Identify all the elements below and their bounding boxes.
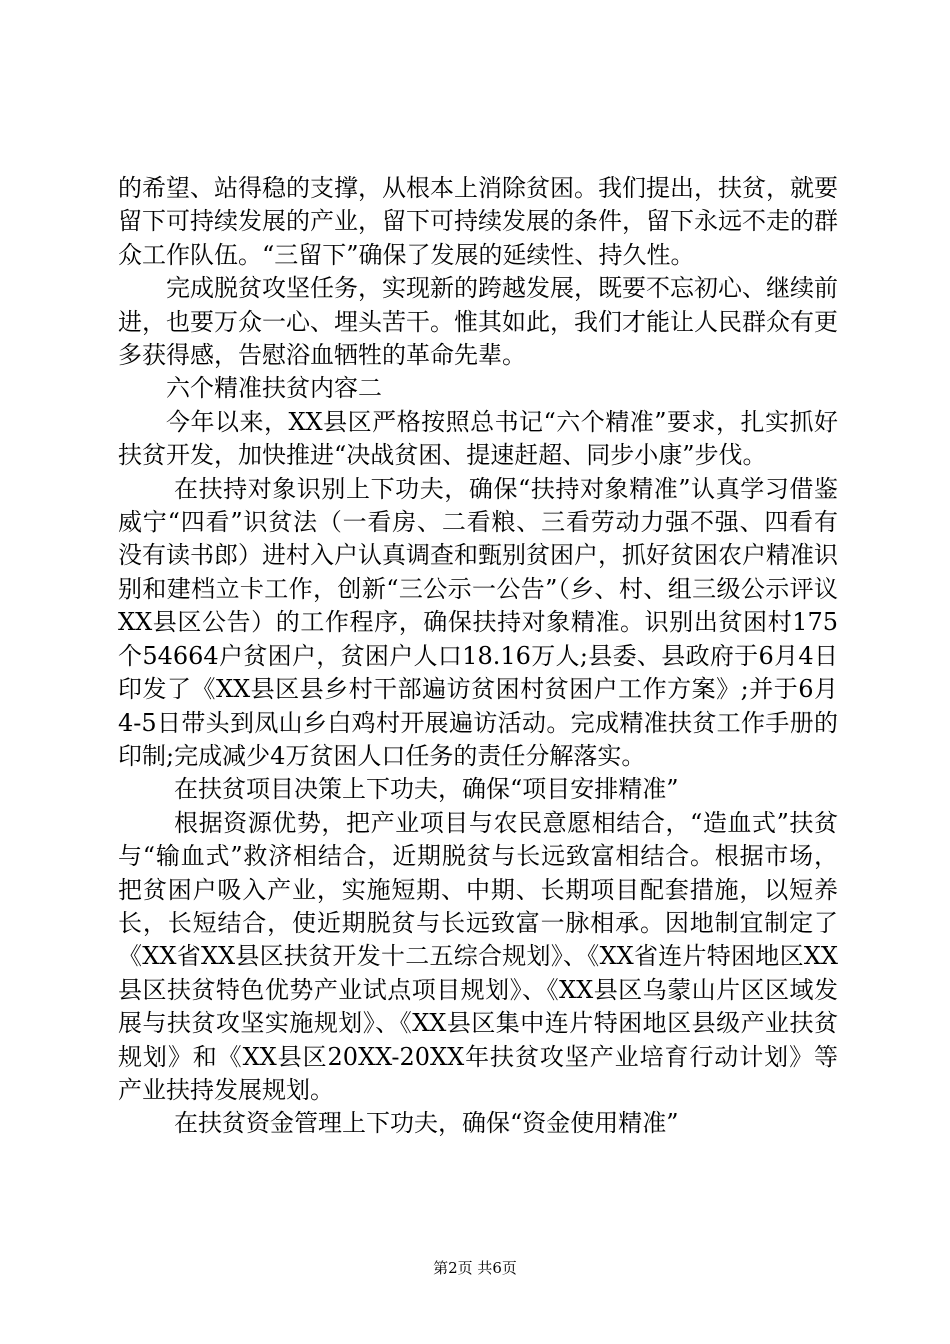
document-body xyxy=(118,172,838,1141)
paragraph-4: 在扶持对象识别上下功夫，确保“扶持对象精准”认真学习借鉴威宁“四看”识贫法（一看房、二看粮、三看劳动力强不强、四看有没有读书郎）进村入户认真调查和甄别贫困户，抓好贫困农户精准识别和建档立卡工作，创新“三公示一公告”（乡、村、组三级公示评议XX县区公告）的工作程序，确保扶持对象精准。识别出贫困村175个54664户贫困户，贫困户人口18.16万人;县委、县政府于6月4日印发了《XX县区县乡村干部遍访贫困村贫困户工作方案》;并于6月4-5日带头到凤山乡白鸡村开展遍访活动。完成精准扶贫工作手册的印制;完成减少4万贫困人口任务的责任分解落实。 xyxy=(118,474,838,770)
paragraph-5: 在扶贫项目决策上下功夫，确保“项目安排精准” xyxy=(174,775,679,804)
paragraph-6: 根据资源优势，把产业项目与农民意愿相结合，“造血式”扶贫与“输血式”救济相结合，近期脱贫与长远致富相结合。根据市场，把贫困户吸入产业，实施短期、中期、长期项目配套措施，以短养长，长短结合，使近期脱贫与长远致富一脉相承。因地制宜制定了《XX省XX县区扶贫开发十二五综合规划》、《XX省连片特困地区XX县区扶贫特色优势产业试点项目规划》、《XX县区乌蒙山片区区域发展与扶贫攻坚实施规划》、《XX县区集中连片特困地区县级产业扶贫规划》和《XX县区20XX-20XX年扶贫攻坚产业培育行动计划》等产业扶持发展规划。 xyxy=(118,808,838,1104)
paragraph-3: 今年以来，XX县区严格按照总书记“六个精准”要求，扎实抓好扶贫开发，加快推进“决战贫困、提速赶超、同步小康”步伐。 xyxy=(118,407,838,470)
section-heading: 六个精准扶贫内容二 xyxy=(166,374,382,403)
paragraph-1: 的希望、站得稳的支撑，从根本上消除贫困。我们提出，扶贫，就要留下可持续发展的产业，留下可持续发展的条件，留下永远不走的群众工作队伍。“三留下”确保了发展的延续性、持久性。 xyxy=(118,174,838,269)
paragraph-7: 在扶贫资金管理上下功夫，确保“资金使用精准” xyxy=(174,1109,679,1138)
paragraph-2: 完成脱贫攻坚任务，实现新的跨越发展，既要不忘初心、继续前进，也要万众一心、埋头苦干。惟其如此，我们才能让人民群众有更多获得感，告慰浴血牺牲的革命先辈。 xyxy=(118,274,838,370)
page-footer: 第2页 共6页 xyxy=(433,1259,517,1277)
